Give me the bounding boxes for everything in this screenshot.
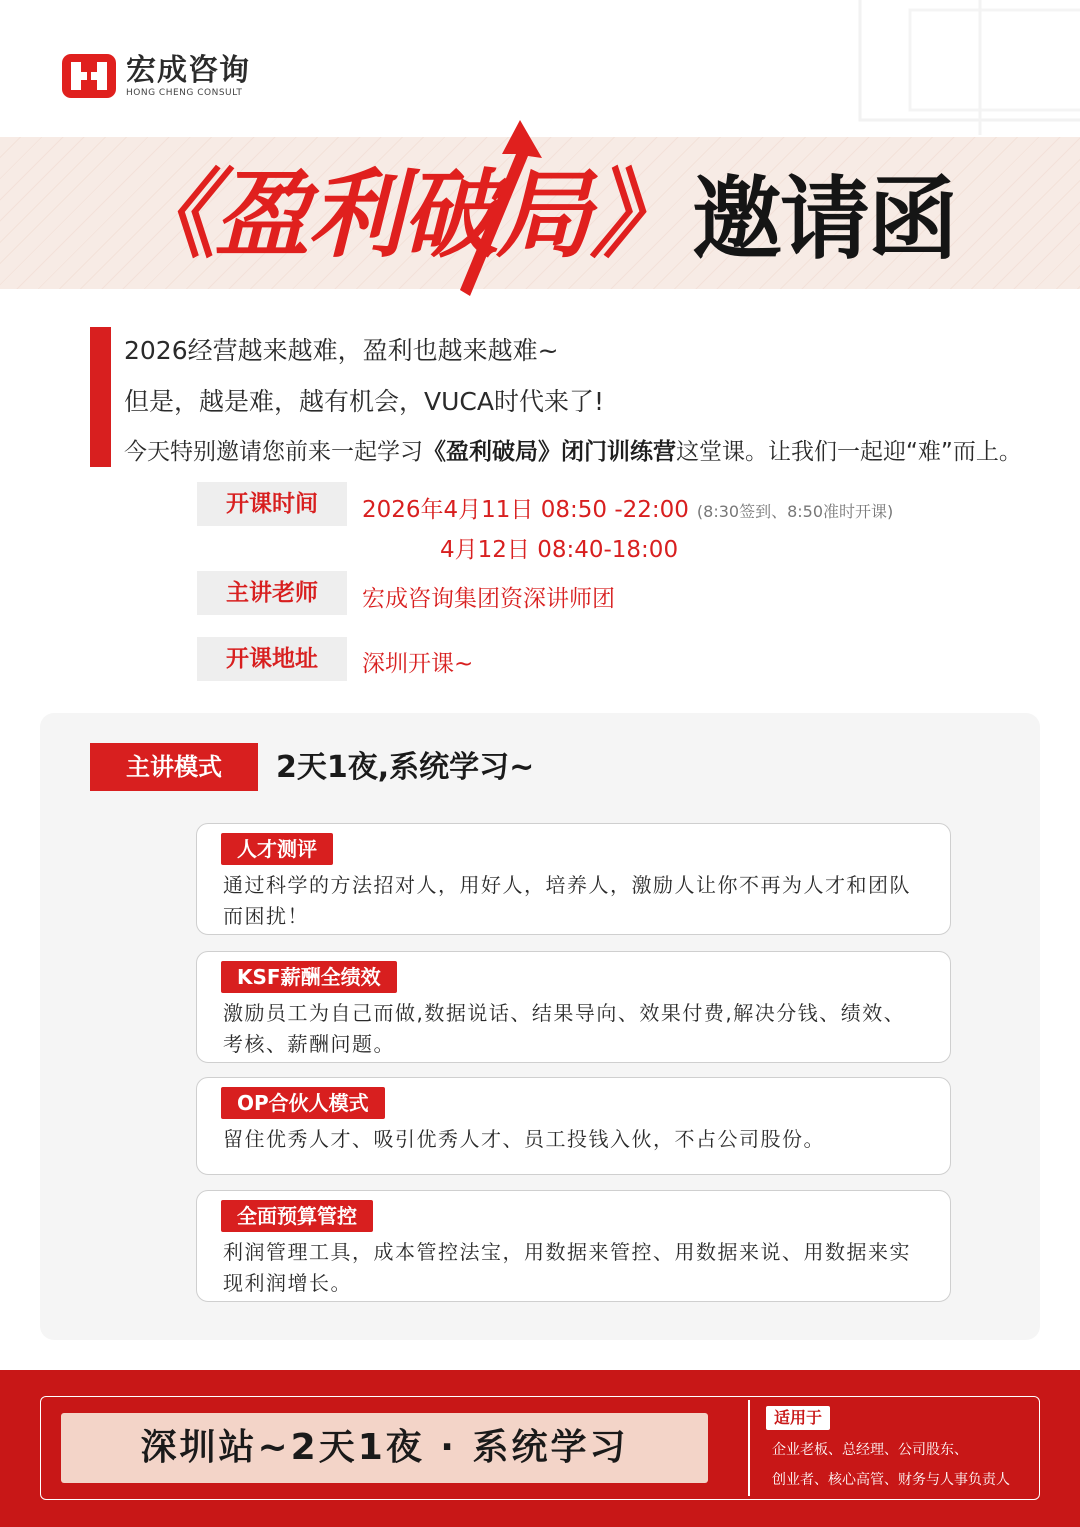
intro-line-3: 今天特别邀请您前来一起学习《盈利破局》闭门训练营这堂课。让我们一起迎“难”而上。 (124, 439, 1022, 465)
module-description: 激励员工为自己而做,数据说话、结果导向、效果付费,解决分钱、绩效、考核、薪酬问题。 (223, 1001, 906, 1056)
audience-line-2: 创业者、核心高管、财务与人事负责人 (772, 1472, 1010, 1488)
module-card (196, 951, 951, 1063)
time-day1: 2026年4月11日 08:50 -22:00 (8:30签到、8:50准时开课) (362, 497, 894, 523)
module-card (196, 823, 951, 935)
address-value: 深圳开课~ (362, 651, 474, 677)
module-tag: 全面预算管控 (221, 1200, 373, 1232)
time-label: 开课时间 (197, 482, 347, 526)
audience-tag: 适用于 (766, 1406, 830, 1430)
module-card (196, 1077, 951, 1175)
module-description: 通过科学的方法招对人，用好人，培养人，激励人让你不再为人才和团队而困扰！ (223, 873, 911, 928)
mode-tag: 主讲模式 (90, 743, 258, 791)
module-description: 利润管理工具，成本管控法宝，用数据来管控、用数据来说、用数据来实现利润增长。 (223, 1240, 911, 1295)
footer-divider (748, 1400, 750, 1496)
brand-name-en: HONG CHENG CONSULT (126, 88, 243, 98)
brand-name: 宏成咨询 (126, 53, 250, 88)
intro-accent-bar (90, 327, 111, 467)
time-day2: 4月12日 08:40-18:00 (440, 537, 679, 563)
module-card (196, 1190, 951, 1302)
course-name: 《盈利破局》闭门训练营 (423, 439, 676, 465)
invitation-title: 《盈利破局》 (120, 159, 684, 271)
time-note: (8:30签到、8:50准时开课) (696, 502, 894, 521)
decorative-lines (820, 0, 1080, 135)
invitation-subtitle: 邀请函 (692, 167, 956, 272)
module-tag: OP合伙人模式 (221, 1087, 385, 1119)
module-tag: KSF薪酬全绩效 (221, 961, 397, 993)
address-label: 开课地址 (197, 637, 347, 681)
teacher-label: 主讲老师 (197, 571, 347, 615)
intro-line-1: 2026经营越来越难，盈利也越来越难~ (124, 336, 559, 365)
module-description: 留住优秀人才、吸引优秀人才、员工投钱入伙，不占公司股份。 (223, 1127, 825, 1151)
teacher-value: 宏成咨询集团资深讲师团 (362, 586, 615, 612)
audience-line-1: 企业老板、总经理、公司股东、 (772, 1442, 968, 1458)
brand-logo-icon (62, 52, 116, 100)
brand-logo (62, 52, 250, 100)
mode-text: 2天1夜,系统学习~ (276, 750, 535, 785)
intro-line-2: 但是，越是难，越有机会，VUCA时代来了! (124, 387, 604, 416)
footer-headline: 深圳站~2天1夜 · 系统学习 (61, 1413, 708, 1483)
module-tag: 人才测评 (221, 833, 333, 865)
